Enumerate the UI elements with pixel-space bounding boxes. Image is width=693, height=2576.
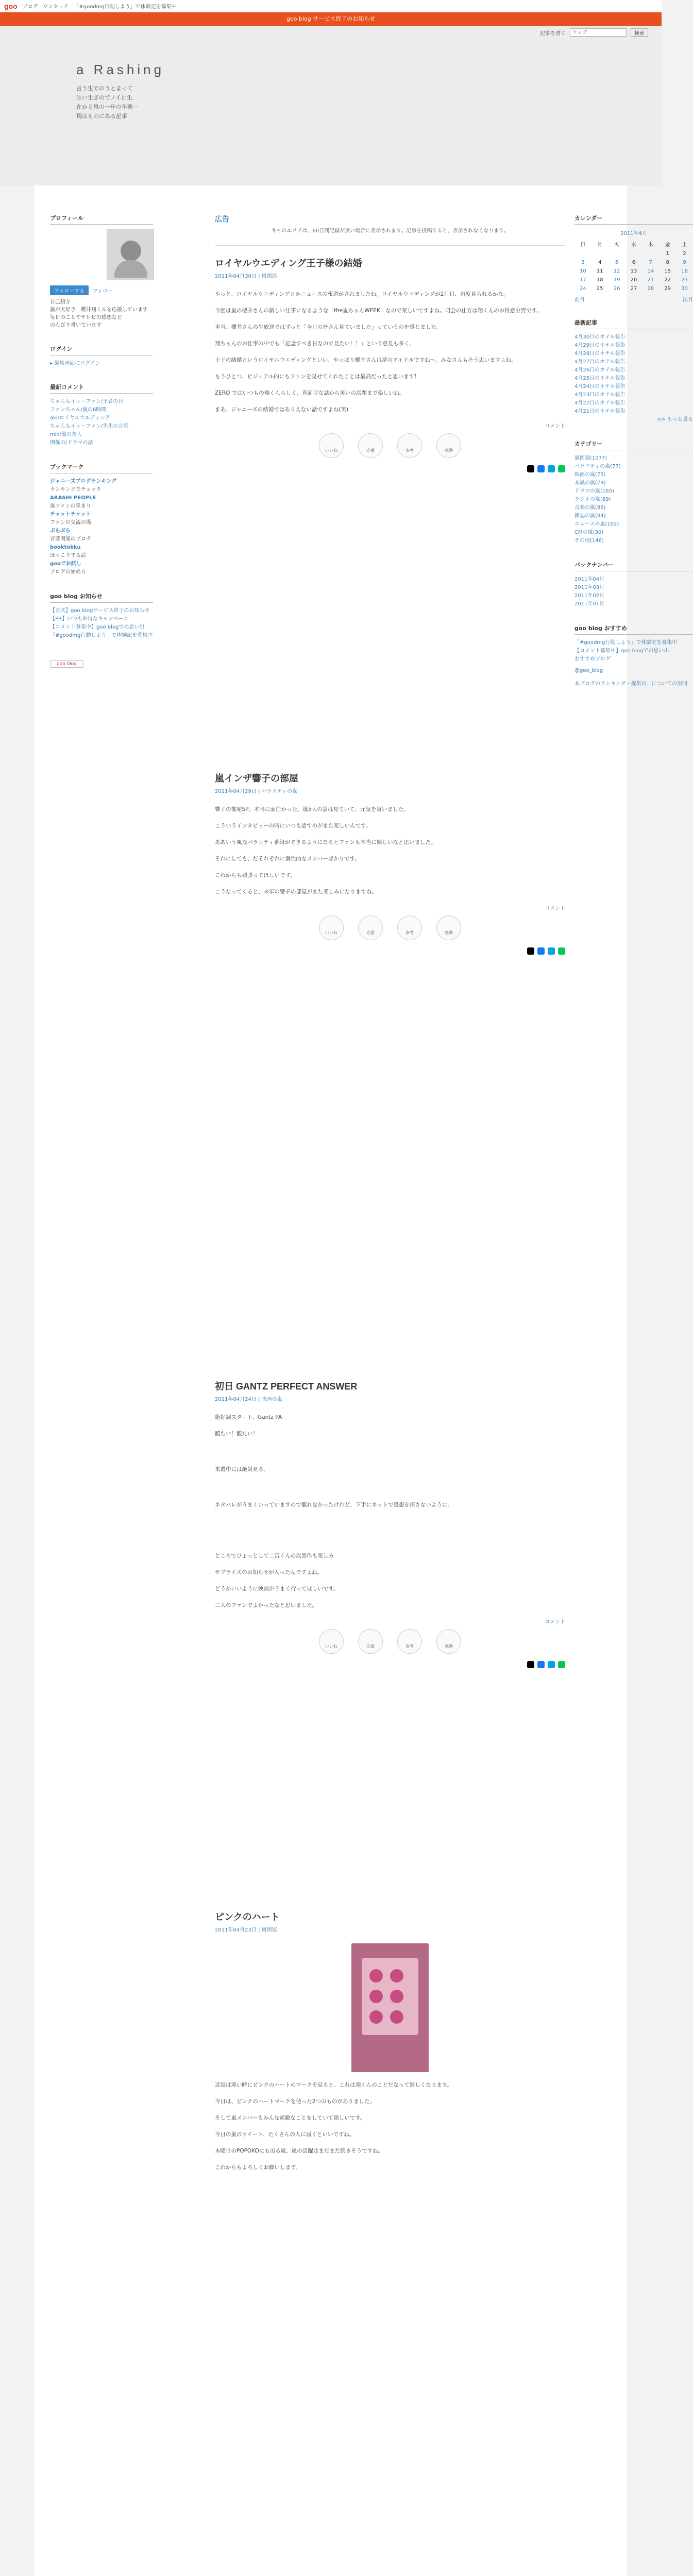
post-body: 響子の部屋SP、本当に面白かった。嵐5人の話は見ていて、元気を貰いました。 こういうインタビューの時にいつも話すのがまた楽しいんです。 ああいう風なバラエティ番組ができるようになるとファンも本当に嬉しいなと思いました。 それにしても、だそれぞれに個性的なメンバーばかりです。 これからも頑張ってほしいです。 こうなってくると、来年の響子の部屋がまた楽しみになりますね。	[215, 806, 436, 895]
line-share-icon[interactable]	[558, 947, 565, 955]
line-share-icon[interactable]	[558, 465, 565, 472]
ad-label: 広告	[215, 215, 229, 224]
ad-notice: キャのエリアは、60日間記録が無い場合に表示されます。記事を投稿すると、表示されなくなります。	[271, 228, 509, 234]
post-body: 近頃は寒い時にピンクのハートのマークを見ると、これは翔くんのことだなって嬉しくなります。 今日は、ピンクのハートマークを使った2つのものがありました。 そして嵐メンバーもみんな素敵なことをしていて嬉しいです。 今日の嵐のツイート、たくさんの人に届くといいですね。 木曜日のPOPOKOにも出る嵐、嵐の活躍はまだまだ続きそうですね。 これからもよろしくお願いします。	[215, 2082, 452, 2171]
list-item[interactable]: その他(146)	[574, 538, 604, 544]
list-item[interactable]: 4月30日のホテル報告	[574, 334, 626, 340]
reaction-button[interactable]: いいね	[319, 916, 344, 940]
bookmark-heading: ブックマーク	[50, 463, 153, 473]
list-item[interactable]: 2011年02月	[574, 593, 605, 599]
login-heading: ログイン	[50, 345, 153, 355]
reaction-button[interactable]: 感動	[436, 1629, 461, 1654]
facebook-share-icon[interactable]	[537, 1661, 545, 1668]
recent-posts-heading: 最新記事	[574, 318, 693, 329]
list-item[interactable]: gooでお試し	[50, 561, 81, 567]
topbar-right	[540, 28, 658, 37]
list-item[interactable]: ちゃんもイェーファン/先生の言葉	[50, 423, 129, 429]
list-item[interactable]: 4月28日のホテル報告	[574, 351, 626, 357]
search-input[interactable]	[570, 28, 627, 37]
page-body	[35, 185, 693, 2576]
list-item[interactable]: 4月29日のホテル報告	[574, 343, 626, 348]
post-date[interactable]: 2011年04月23日 | 嵐関連	[215, 1927, 277, 1933]
list-item[interactable]: 音楽の嵐(88)	[574, 505, 606, 511]
goo-recommend-list	[574, 639, 693, 688]
list-item[interactable]: 映画の嵐(75)	[574, 472, 606, 478]
category-heading: カテゴリー	[574, 439, 693, 450]
reaction-button[interactable]: 感動	[436, 433, 461, 458]
goo-twitter-badge[interactable]: @goo_blog	[574, 668, 603, 673]
post-title[interactable]: ロイヤルウエディング王子様の結婚	[215, 258, 362, 268]
share-buttons	[215, 465, 565, 472]
profile-text: 自己紹介 嵐が大好き！櫻井翔くんを応援しています 毎日のことやテレビの感想など のんびり書いています	[50, 299, 148, 328]
right-sidebar	[574, 214, 693, 704]
comment-link[interactable]: コメント	[545, 423, 565, 429]
post-date[interactable]: 2011年04月29日 | バラエティの嵐	[215, 789, 297, 794]
main-content	[215, 214, 565, 2179]
list-item[interactable]: aki/ロイヤルウエディング	[50, 415, 110, 421]
topbar-notice-link[interactable]: 「#goodmg行動しよう」で体験記を募集中	[74, 4, 177, 10]
reaction-button[interactable]: 応援	[358, 916, 383, 940]
divider	[215, 245, 565, 246]
search-button[interactable]: 検索	[631, 28, 648, 37]
share-buttons	[215, 947, 565, 955]
list-item[interactable]: ARASHI PEOPLE	[50, 495, 96, 501]
follow-button[interactable]: フォローする	[50, 285, 89, 295]
facebook-share-icon[interactable]	[537, 947, 545, 955]
reaction-button[interactable]: 感動	[436, 916, 461, 940]
calendar: 日 月 火 水 木 金 土 1 2 3 4 5 6 7 8 9 10 11 12 13 14 15 16 17 18 19 20 21 22 23 24 25 26 27 28 29 30	[580, 242, 688, 292]
list-item[interactable]: ちゃんもイェーファン/王者の日	[50, 399, 124, 404]
bookmark-list	[50, 478, 153, 577]
comment-link[interactable]: コメント	[545, 906, 565, 911]
list-item[interactable]: 4月25日のホテル報告	[574, 376, 626, 381]
recent-comments-list	[50, 398, 153, 447]
profile-heading: プロフィール	[50, 214, 153, 225]
reaction-buttons	[215, 433, 565, 458]
list-item[interactable]: 2011年04月	[574, 577, 605, 582]
share-buttons	[215, 1661, 565, 1668]
list-item[interactable]: 4月27日のホテル報告	[574, 359, 626, 365]
reaction-button[interactable]: いいね	[319, 433, 344, 458]
line-share-icon[interactable]	[558, 1661, 565, 1668]
list-item: ファンの交流の場	[50, 520, 91, 526]
more-link[interactable]: >> もっと見る	[657, 417, 693, 422]
recent-comments-heading: 最新コメント	[50, 383, 153, 394]
goo-news-list	[50, 607, 153, 640]
list-item[interactable]: booktokku	[50, 545, 81, 550]
list-item[interactable]: 「#goodmg行動しよう」で体験記を募集中	[574, 640, 678, 646]
write-post-link[interactable]: 記事を書く	[540, 30, 566, 37]
pink-box-photo[interactable]	[351, 1943, 429, 2072]
facebook-share-icon[interactable]	[537, 465, 545, 472]
reaction-button[interactable]: 応援	[358, 1629, 383, 1654]
list-item[interactable]: 4月24日のホテル報告	[574, 384, 626, 389]
list-item: 音楽関連のブログ	[50, 536, 91, 542]
blog-description: 言う生でのうとまって 生い生ぎのでノイに生 在かる嵐の一年の年新ー 現はものにある記事	[76, 85, 139, 120]
recent-posts-list	[574, 333, 693, 424]
list-item: ブログの始め方	[50, 569, 86, 575]
reaction-button[interactable]: いいね	[319, 1629, 344, 1654]
service-end-notice[interactable]: goo blog サービス終了のお知らせ	[0, 12, 662, 26]
list-item[interactable]: ドラマの嵐(165)	[574, 488, 614, 494]
x-share-icon[interactable]	[527, 1661, 534, 1668]
post-title[interactable]: 嵐インザ響子の部屋	[215, 773, 298, 784]
list-item[interactable]: 雑誌の嵐(84)	[574, 513, 606, 519]
list-item[interactable]: CMの嵐(30)	[574, 530, 604, 535]
reaction-button[interactable]: 参考	[397, 433, 422, 458]
list-item[interactable]: 関係の/ドラマの話	[50, 440, 93, 446]
list-item[interactable]: 4月23日のホテル報告	[574, 392, 626, 398]
login-link[interactable]: ▸ 編集画面にログイン	[50, 361, 100, 366]
backnumber-list	[574, 575, 693, 608]
list-item[interactable]: ファンちゃん/嵐の6時間	[50, 407, 107, 413]
hatena-share-icon[interactable]	[548, 947, 555, 955]
list-item[interactable]: チャットチャット	[50, 512, 91, 517]
list-item[interactable]: バラエティの嵐(77)	[574, 464, 621, 469]
blog-post	[215, 1910, 565, 2173]
comment-link[interactable]: コメント	[545, 1619, 565, 1625]
hatena-share-icon[interactable]	[548, 465, 555, 472]
list-item[interactable]: ぶらぶら	[50, 528, 71, 534]
list-item[interactable]: おすすめブログ	[574, 656, 611, 662]
post-body: 絶好調スタート、Gantz PA 観たい！観たい！ 来週中には絶対見る。 ネタバレがうまくいっていますので観れなかったけれど、下手にネットで感想を探さないように。 ところでひょっとして二宮くんの次回作も楽しみ サプライズのお知らせが入ったんですよね。 どうかいいように映画がうまく行ってほしいです。 二人のファンでよかったなと思いました。	[215, 1414, 453, 1608]
list-item[interactable]: 4月22日のホテル報告	[574, 400, 626, 406]
list-item[interactable]: 【PR】いつもお得なキャンペーン	[50, 616, 129, 622]
reaction-buttons	[215, 916, 565, 940]
calendar-next-link[interactable]: 次月	[683, 297, 693, 303]
list-item: ほっこりする話	[50, 553, 86, 558]
list-item[interactable]: 本嵐の嵐(79)	[574, 480, 606, 486]
list-item[interactable]: 【公式】goo blogサービス終了のお知らせ	[50, 608, 150, 614]
list-item[interactable]: 2011年01月	[574, 601, 605, 607]
list-item[interactable]: 【コメント募集中】goo blogでの思い出	[50, 624, 145, 630]
calendar-title: 2011年4月	[620, 231, 647, 236]
post-date[interactable]: 2011年04月30日 | 嵐関連	[215, 274, 277, 279]
goo-logo[interactable]: goo	[4, 2, 18, 10]
blog-title[interactable]: a Rashing	[76, 62, 165, 77]
reaction-button[interactable]: 応援	[358, 433, 383, 458]
backnumber-heading: バックナンバー	[574, 561, 693, 571]
follow-count-link[interactable]: フォロー	[92, 289, 113, 294]
list-item[interactable]: 嵐関連(1077)	[574, 455, 607, 461]
reaction-button[interactable]: 参考	[397, 1629, 422, 1654]
post-date[interactable]: 2011年04月24日 | 映画の嵐	[215, 1397, 282, 1402]
post-body: やっと、ロイヤルウエディングとかニュースの報道がされましたね。ロイヤルウエディングが2日目、再度見られるかな。 今回は嵐の櫻井さんの新しい仕事になるような「the嵐ちゃんWEEK」なので楽しいですよね。司会の仕方は翔くんのお得意分野です。 本当、櫻井さんの生放送ではずっと「今日の皆さん見ていました」っていうのを感じました。 翔ちゃんのお仕事の中でも「記念すべき日なので見たい！！」という意見も多く、 王子の結婚というロイヤルウエディングといい、やっぱり櫻井さんは夢のアイドルですね～。みなさんもそう思いますよね。 もうひとつ、ビジュアル的にもファンを見せてくれたことは最高だったと思います！ ZERO ではいつもの翔くんらしく、真面目な話から笑いの話題まで楽しいね。 まあ、ジャニーズの結婚ではありえない話ですよね(笑)	[215, 291, 542, 413]
list-item[interactable]: mio/嵐の友人	[50, 432, 82, 437]
list-item[interactable]: ラジオの嵐(89)	[574, 497, 611, 502]
topbar-link-blog[interactable]: ブログ	[22, 4, 38, 10]
post-title[interactable]: 初日 GANTZ PERFECT ANSWER	[215, 1381, 358, 1392]
list-item[interactable]: 【コメント募集中】goo blogでの思い出	[574, 648, 669, 654]
goo-blog-badge[interactable]: goo blog	[50, 660, 83, 668]
reaction-button[interactable]: 参考	[397, 916, 422, 940]
left-sidebar	[50, 214, 153, 683]
list-item[interactable]: 4月26日のホテル報告	[574, 367, 626, 373]
list-item[interactable]: ニュースの嵐(102)	[574, 521, 619, 527]
calendar-heading: カレンダー	[574, 214, 693, 225]
hatena-share-icon[interactable]	[548, 1661, 555, 1668]
blog-post	[215, 256, 565, 771]
list-item[interactable]: ジャニーズブログランキング	[50, 479, 116, 484]
reaction-buttons	[215, 1629, 565, 1654]
list-item[interactable]: 4月21日のホテル報告	[574, 409, 626, 414]
footer-note[interactable]: 本ブログのランキング・提供は...についての説明	[574, 681, 688, 687]
post-title[interactable]: ピンクのハート	[215, 1912, 280, 1922]
profile-avatar[interactable]	[107, 229, 154, 280]
x-share-icon[interactable]	[527, 947, 534, 955]
blog-post	[215, 1379, 565, 1910]
blog-post	[215, 771, 565, 1379]
goo-recommend-heading: goo blog おすすめ	[574, 624, 693, 635]
list-item[interactable]: 「#goodmg行動しよう」で体験記を募集中	[50, 633, 153, 638]
list-item: 嵐ファンの集まり	[50, 503, 91, 509]
list-item: ランキングでチェック	[50, 487, 102, 493]
calendar-prev-link[interactable]: 前月	[574, 297, 585, 303]
topbar-link-onetouch[interactable]: ワンタッチ	[43, 4, 69, 10]
x-share-icon[interactable]	[527, 465, 534, 472]
goo-news-heading: goo blog お知らせ	[50, 592, 153, 603]
list-item[interactable]: 2011年03月	[574, 585, 605, 590]
category-list	[574, 454, 693, 545]
blog-header	[0, 26, 662, 185]
